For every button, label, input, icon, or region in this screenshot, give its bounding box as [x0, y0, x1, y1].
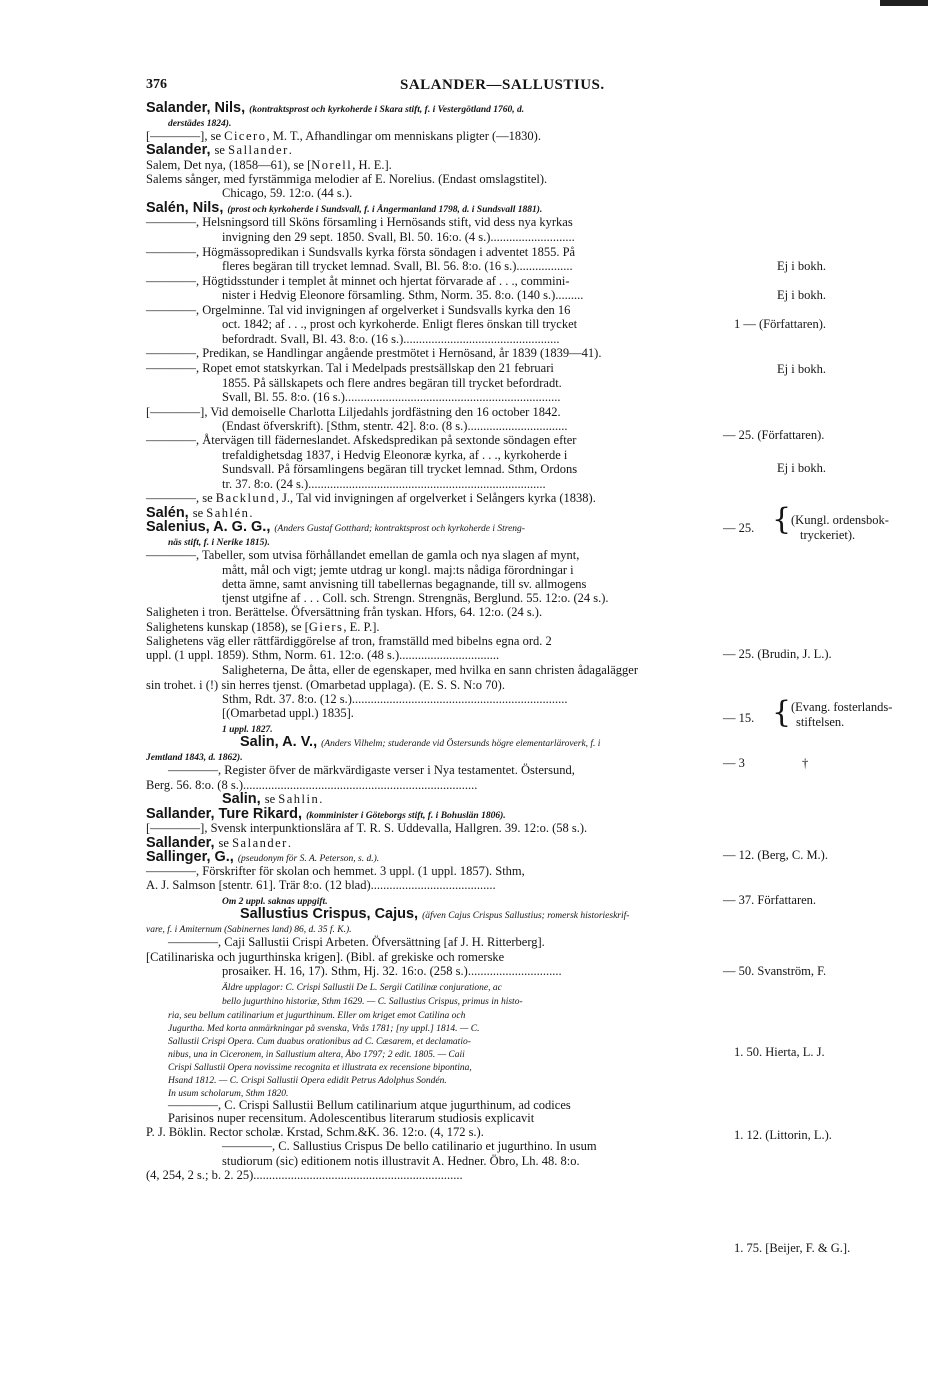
entry-line	[168, 1111, 534, 1126]
entry-text: (Anders Gustaf Gotthard; kontraktsprost och kyrkoherde i Streng-	[274, 524, 525, 534]
entry-text: (Endast öfverskrift). [Sthm, stentr. 42]. 8:o. (8 s.)................................	[222, 419, 568, 433]
entry-line	[222, 792, 322, 807]
entry-line	[146, 405, 561, 420]
entry-text: Berg. 56. 8:o. (8 s.)...........................................................................	[146, 778, 478, 792]
entry-line	[146, 950, 504, 965]
price-note: 1 — (Författaren).	[734, 317, 826, 331]
entry-line	[146, 648, 499, 663]
entry-text: , E. P.].	[343, 620, 380, 634]
entry-line	[146, 605, 542, 620]
running-head: SALANDER—SALLUSTIUS.	[400, 77, 605, 93]
entry-line	[222, 259, 573, 274]
entry-text: oct. 1842; af . . ., prost och kyrkoherde. Enligt fleres önskan till trycket	[222, 317, 578, 331]
entry-text: Giers	[308, 620, 344, 634]
entry-text: invigning den 29 sept. 1850. Svall, Bl. 50. 16:o. (4 s.)...........................	[222, 230, 575, 244]
entry-text: Cicero	[224, 129, 267, 143]
entry-text: Salighetens kunskap (1858), se [	[146, 620, 309, 634]
entry-line	[222, 419, 567, 434]
entry-line	[146, 101, 524, 116]
brace-ordensbok: {	[772, 502, 792, 537]
entry-text: 1 uppl. 1827.	[222, 725, 273, 735]
entry-text: se	[192, 506, 207, 520]
entry-text: .	[288, 143, 292, 157]
price-note: — 25. (Brudin, J. L.).	[723, 647, 832, 661]
entry-text: 1855. På sällskapets och flere andres begäran till trycket befordradt.	[222, 376, 562, 390]
entry-text: ————, Högtidsstunder i templet åt minnet och hjertat förvarade af . . ., commini-	[146, 274, 570, 288]
entry-line	[146, 491, 596, 506]
entry-text: Jugurtha. Med korta anmärkningar på svenska, Vrås 1781; [ny uppl.] 1814. — C.	[168, 1024, 480, 1034]
entry-text: [————], Vid demoiselle Charlotta Liljedahls jordfästning den 16 october 1842.	[146, 405, 561, 419]
headword: Salén, Nils,	[146, 200, 228, 216]
entry-line	[222, 317, 577, 332]
entry-line	[222, 663, 638, 678]
entry-text: ————, C. Sallustius Crispus De bello catilinario et jugurthino. In usum	[222, 1139, 597, 1153]
entry-line	[222, 332, 559, 347]
entry-line	[146, 346, 601, 361]
headword: Salander,	[146, 142, 215, 158]
headword: Salenius, A. G. G.,	[146, 519, 275, 535]
entry-line	[146, 433, 576, 448]
entry-line	[240, 907, 629, 922]
entry-text: ————, Orgelminne. Tal vid invigningen af orgelverket i Sundsvalls kyrka den 16	[146, 303, 571, 317]
entry-text: (pseudonym för S. A. Peterson, s. d.).	[237, 854, 380, 864]
entry-line	[168, 763, 575, 778]
entry-text: ria, seu bellum catilinarium et jugurthinum. Eller om kriget emot Catilina och	[168, 1011, 466, 1021]
entry-line	[222, 591, 609, 606]
entry-line	[146, 172, 547, 187]
price-note: tryckeriet).	[800, 528, 856, 542]
entry-line	[146, 245, 575, 260]
entry-line	[222, 462, 577, 477]
price-note: Ej i bokh.	[777, 461, 826, 475]
entry-text: (prost och kyrkoherde i Sundsvall, f. i Ångermanland 1798, d. i Sundsvall 1881).	[227, 205, 543, 215]
entry-line	[146, 158, 392, 173]
entry-text: Sahlén	[206, 506, 250, 520]
entry-text: detta ämne, samt anvisning till tabellernas begagnande, till sv. allmogens	[222, 577, 587, 591]
entry-text: Backlund	[215, 491, 276, 505]
entry-line	[222, 1154, 580, 1169]
price-note: stiftelsen.	[796, 715, 845, 729]
entry-line	[146, 807, 506, 822]
entry-text: [Catilinariska och jugurthinska krigen]. (Bibl. af grekiske och romerske	[146, 950, 505, 964]
entry-line	[222, 563, 574, 578]
price-note: — 50. Svanström, F.	[723, 964, 827, 978]
price-note: (Kungl. ordensbok-	[791, 513, 889, 527]
entry-line	[146, 1168, 463, 1183]
entry-line	[222, 706, 354, 721]
headword: Salin, A. V.,	[240, 734, 322, 750]
entry-text: ————, Förskrifter för skolan och hemmet. 3 uppl. (1 uppl. 1857). Sthm,	[146, 864, 525, 878]
entry-text: Sthm, Rdt. 37. 8:o. (12 s.).....................................................................	[222, 692, 568, 706]
entry-text: studiorum (sic) editionem notis illustravit A. Hedner. Öbro, Lh. 48. 8:o.	[222, 1154, 580, 1168]
entry-text: ————, Helsningsord till Sköns församling i Hernösands stift, vid dess nya kyrkas	[146, 215, 573, 229]
headword: Sallinger, G.,	[146, 849, 238, 865]
price-note: Ej i bokh.	[777, 362, 826, 376]
price-note: Ej i bokh.	[777, 259, 826, 273]
entry-line	[222, 577, 586, 592]
entry-line	[222, 993, 523, 1008]
entry-line	[222, 692, 568, 707]
entry-line	[146, 678, 505, 693]
entry-text: Saligheten i tron. Berättelse. Öfversättning från tyskan. Hfors, 64. 12:o. (24 s.).	[146, 605, 543, 619]
entry-line	[222, 477, 546, 492]
entry-text: ————, se	[146, 491, 216, 505]
entry-text: uppl. (1 uppl. 1859). Sthm, Norm. 61. 12:o. (48 s.)................................	[146, 648, 500, 662]
entry-text: ————, Tabeller, som utvisa förhållandet emellan de gamla och nya slagen af mynt,	[146, 548, 580, 562]
entry-text: derstädes 1824).	[168, 119, 232, 129]
entry-text: ————, Ropet emot statskyrkan. Tal i Medelpads prestsällskap den 21 februari	[146, 361, 554, 375]
headword: Salander, Nils,	[146, 100, 250, 116]
price-note: — 15.	[723, 711, 755, 725]
entry-text: Saligheterna, De åtta, eller de egenskaper, med hvilka en sann christen ådagalägger	[222, 663, 638, 677]
price-note: 1. 50. Hierta, L. J.	[734, 1045, 825, 1059]
price-note: (Evang. fosterlands-	[791, 700, 893, 714]
price-note: — 25. (Författaren).	[723, 428, 825, 442]
brace-fosterlandsstiftelsen: {	[772, 695, 792, 730]
entry-line	[222, 288, 583, 303]
entry-line	[146, 634, 552, 649]
entry-text: .	[319, 792, 323, 806]
entry-text: , H. E.].	[352, 158, 392, 172]
page-number: 376	[146, 77, 167, 92]
entry-line	[146, 201, 542, 216]
entry-text: Sallander	[228, 143, 289, 157]
entry-line	[146, 274, 570, 289]
entry-text: vare, f. i Amiternum (Sabinernes land) 86, d. 35 f. K.).	[146, 925, 352, 935]
entry-text: ————, Högmässopredikan i Sundsvalls kyrka första söndagen i adventet 1855. På	[146, 245, 576, 259]
entry-text: P. J. Böklin. Rector scholæ. Krstad, Schm.&K. 36. 12:o. (4, 172 s.).	[146, 1125, 484, 1139]
entry-text: Parisinos nuper recensitum. Adolescentibus literarum studiosis explicavit	[168, 1111, 535, 1125]
entry-line	[146, 620, 380, 635]
entry-text: (4, 254, 2 s.; b. 2. 25)...................................................................	[146, 1168, 463, 1182]
headword: Salin,	[222, 791, 265, 807]
entry-line	[146, 520, 525, 535]
entry-text: ————, Register öfver de märkvärdigaste verser i Nya testamentet. Östersund,	[168, 763, 575, 777]
entry-line	[222, 1139, 597, 1154]
entry-text: sin trohet. i (!) sin herres tjenst. (Omarbetad upplaga). (E. S. S. N:o 70).	[146, 678, 505, 692]
entry-line	[222, 448, 567, 463]
price-note: — 12. (Berg, C. M.).	[723, 848, 828, 862]
entry-text: Äldre upplagor: C. Crispi Sallustii De L. Sergii Catilinæ conjuratione, ac	[222, 983, 502, 993]
price-note: †	[802, 756, 809, 770]
entry-text: [————], Svensk interpunktionslära af T. R. S. Uddevalla, Hallgren. 39. 12:o. (58 s.).	[146, 821, 588, 835]
entry-line	[146, 778, 477, 793]
entry-text: A. J. Salmson [stentr. 61]. Trär 8:o. (12 blad)........................................	[146, 878, 496, 892]
entry-line	[146, 850, 379, 865]
entry-text: Chicago, 59. 12:o. (44 s.).	[222, 186, 353, 200]
entry-line	[222, 230, 575, 245]
price-note: — 25.	[723, 521, 755, 535]
entry-text: (komminister i Göteborgs stift, f. i Bohuslän 1806).	[306, 811, 506, 821]
entry-text: Salem, Det nya, (1858—61), se [	[146, 158, 312, 172]
entry-text: ————, Predikan, se Handlingar angående prestmötet i Hernösand, år 1839 (1839—41).	[146, 346, 602, 360]
entry-text: (kontraktsprost och kyrkoherde i Skara stift, f. i Vestergötland 1760, d.	[249, 105, 525, 115]
entry-text: Salander	[232, 836, 288, 850]
entry-line	[146, 143, 292, 158]
entry-line	[146, 821, 587, 836]
headword: Sallander, Ture Rikard,	[146, 806, 307, 822]
entry-line	[146, 215, 573, 230]
entry-text: trefaldighetsdag 1837, i Hedvig Eleonoræ kyrka, af . . ., kyrkoherde i	[222, 448, 568, 462]
entry-line	[222, 964, 562, 979]
entry-text: ————, Caji Sallustii Crispi Arbeten. Öfversättning [af J. H. Ritterberg].	[168, 935, 545, 949]
entry-text: prosaiker. H. 16, 17). Sthm, Hj. 32. 16:o. (258 s.)..............................	[222, 964, 562, 978]
entry-line	[240, 735, 600, 750]
entry-line	[146, 361, 554, 376]
price-note: — 3	[723, 756, 745, 770]
entry-text: mått, mål och vigt; jemte utdrag ur kongl. maj:ts nådiga förordningar i	[222, 563, 574, 577]
entry-line	[168, 534, 270, 549]
price-note: — 37. Författaren.	[723, 893, 817, 907]
entry-text: nibus, una in Ciceronem, in Sallustium altera, Åbo 1797; 2 edit. 1805. — Caii	[168, 1050, 465, 1060]
headword: Salén,	[146, 505, 193, 521]
entry-text: [(Omarbetad uppl.) 1835].	[222, 706, 354, 720]
entry-text: .	[287, 836, 291, 850]
entry-line	[222, 376, 562, 391]
entry-text: se	[214, 143, 229, 157]
entry-text: ————, Återvägen till fäderneslandet. Afskedspredikan på sextonde söndagen efter	[146, 433, 577, 447]
entry-text: Hsand 1812. — C. Crispi Sallustii Opera edidit Petrus Adolphus Sondén.	[168, 1076, 447, 1086]
entry-text: Sundsvall. På församlingens begäran till trycket lemnad. Sthm, Ordons	[222, 462, 578, 476]
entry-line	[222, 390, 561, 405]
entry-text: Crispi Sallustii Opera novissime recognita et illustrata ex recensione bipontina,	[168, 1063, 472, 1073]
entry-line	[146, 548, 579, 563]
entry-text: befordradt. Svall, Bl. 43. 8:o. (16 s.)..................................................	[222, 332, 560, 346]
entry-text: , M. T., Afhandlingar om menniskans pligter (—1830).	[266, 129, 541, 143]
entry-line	[146, 749, 243, 764]
entry-text: Om 2 uppl. saknas uppgift.	[222, 897, 328, 907]
entry-text: se	[264, 792, 279, 806]
price-note: 1. 12. (Littorin, L.).	[734, 1128, 832, 1142]
entry-text: Salighetens väg eller rättfärdiggörelse af tron, framställd med bibelns egna ord. 2	[146, 634, 552, 648]
entry-text: nister i Hedvig Eleonore församling. Sthm, Norm. 35. 8:o. (140 s.).........	[222, 288, 584, 302]
entry-text: tjenst utgifne af . . . Coll. sch. Strengn. Strengnäs, Berglund. 55. 12:o. (24 s.).	[222, 591, 609, 605]
entry-line	[222, 979, 502, 994]
entry-line	[146, 1125, 484, 1140]
entry-text: Salems sånger, med fyrstämmiga melodier af E. Norelius. (Endast omslagstitel).	[146, 172, 548, 186]
entry-text: Sahlin	[278, 792, 320, 806]
entry-text: näs stift, f. i Nerike 1815).	[168, 538, 270, 548]
entry-line	[146, 303, 570, 318]
entry-text: ————, C. Crispi Sallustii Bellum catilinarium atque jugurthinum, ad codices	[168, 1098, 571, 1112]
entry-text: (Anders Vilhelm; studerande vid Östersunds högre elementarläroverk, f. i	[321, 739, 601, 749]
entry-line	[168, 115, 231, 130]
headword: Sallander,	[146, 835, 219, 851]
entry-text: Sallustii Crispi Opera. Cum duabus orationibus ad C. Cæsarem, et declamatio-	[168, 1037, 471, 1047]
price-note: 1. 75. [Beijer, F. & G.].	[734, 1241, 851, 1255]
entry-line	[146, 864, 525, 879]
entry-text: Jemtland 1843, d. 1862).	[146, 753, 243, 763]
entry-text: .	[249, 506, 253, 520]
entry-text: bello jugurthino historiæ, Sthm 1629. — C. Sallustius Crispus, primus in histo-	[222, 997, 523, 1007]
entry-text: se	[218, 836, 233, 850]
entry-text: (äfven Cajus Crispus Sallustius; romersk historieskrif-	[422, 911, 630, 921]
entry-text: Norell	[311, 158, 353, 172]
entry-line	[146, 878, 496, 893]
entry-line	[168, 935, 545, 950]
entry-text: tr. 37. 8:o. (24 s.)............................................................................	[222, 477, 546, 491]
entry-text: fleres begäran till trycket lemnad. Svall, Bl. 56. 8:o. (16 s.)..................	[222, 259, 573, 273]
price-note: Ej i bokh.	[777, 288, 826, 302]
entry-text: [————], se	[146, 129, 225, 143]
headword: Sallustius Crispus, Cajus,	[240, 906, 423, 922]
entry-text: , J., Tal vid invigningen af orgelverket i Selångers kyrka (1838).	[275, 491, 596, 505]
entry-text: Svall, Bl. 55. 8:o. (16 s.).....................................................................	[222, 390, 561, 404]
entry-line	[146, 921, 352, 936]
entry-line	[222, 186, 352, 201]
entry-text: In usum scholarum, Sthm 1820.	[168, 1089, 289, 1099]
scan-edge-mark	[880, 0, 928, 6]
